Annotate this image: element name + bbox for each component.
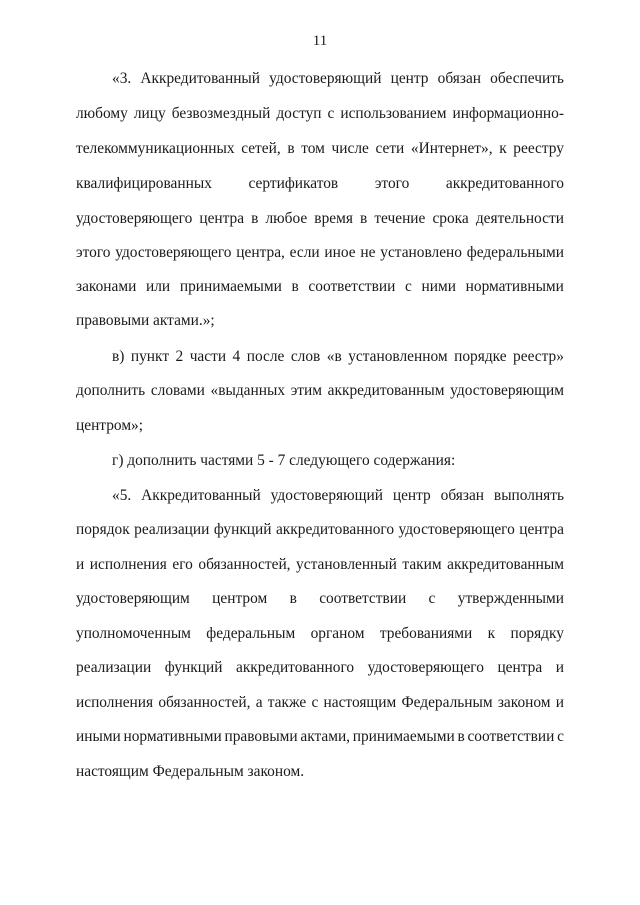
page-number: 11 [312,33,328,49]
text-line: телекоммуникационных сетей, в том числе сети «Интернет», к реестру [76,140,564,157]
text-line: центром»; [76,417,144,434]
text-line: настоящим Федеральным законом. [76,763,305,780]
text-line: законами или принимаемыми в соответствии с ними нормативными [76,278,564,295]
text-line: в) пункт 2 части 4 после слов «в установленном порядке реестр» [112,348,564,365]
word: в [289,590,297,607]
text-line: этого удостоверяющего центра, если иное не установлено федеральными [76,244,564,261]
word: к [487,625,496,642]
word: соответствии [319,590,407,607]
text-line: любому лицу безвозмездный доступ с использованием информационно- [76,105,564,122]
word: аккредитованного [445,175,564,192]
text-line [76,658,564,678]
text-line: «5. Аккредитованный удостоверяющий центр обязан выполнять [112,487,564,504]
word: и [555,659,564,676]
text-line: и исполнения его обязанностей, установленный таким аккредитованным [76,556,564,573]
text-line: правовыми актами.»; [76,312,215,329]
text-line: дополнить словами «выданных этим аккредитованным удостоверяющим [76,382,564,399]
word: аккредитованного [236,659,355,676]
text-line [76,624,564,644]
text-line: иными нормативными правовыми актами, принимаемыми в соответствии с [76,728,564,745]
word: функций [164,659,223,676]
word: квалифицированных [76,175,212,192]
word: удостоверяющего [367,659,484,676]
word: центра [497,659,543,676]
word: этого [374,175,410,192]
text-line [76,174,564,194]
text-line [76,589,564,609]
text-line: удостоверяющего центра в любое время в течение срока деятельности [76,210,564,227]
word: требованиями [379,625,473,642]
word: центром [212,590,268,607]
word: федеральным [206,625,296,642]
text-line: порядок реализации функций аккредитованного удостоверяющего центра [76,521,564,538]
text-line: исполнения обязанностей, а также с настоящим Федеральным законом и [76,694,564,711]
word: с [428,590,436,607]
text-line: г) дополнить частями 5 - 7 следующего содержания: [112,452,456,469]
word: утвержденными [457,590,564,607]
text-line: «3. Аккредитованный удостоверяющий центр обязан обеспечить [112,70,564,87]
word: реализации [76,659,152,676]
word: органом [310,625,365,642]
word: уполномоченным [76,625,191,642]
word: сертификатов [248,175,339,192]
word: порядку [510,625,564,642]
word: удостоверяющим [76,590,190,607]
